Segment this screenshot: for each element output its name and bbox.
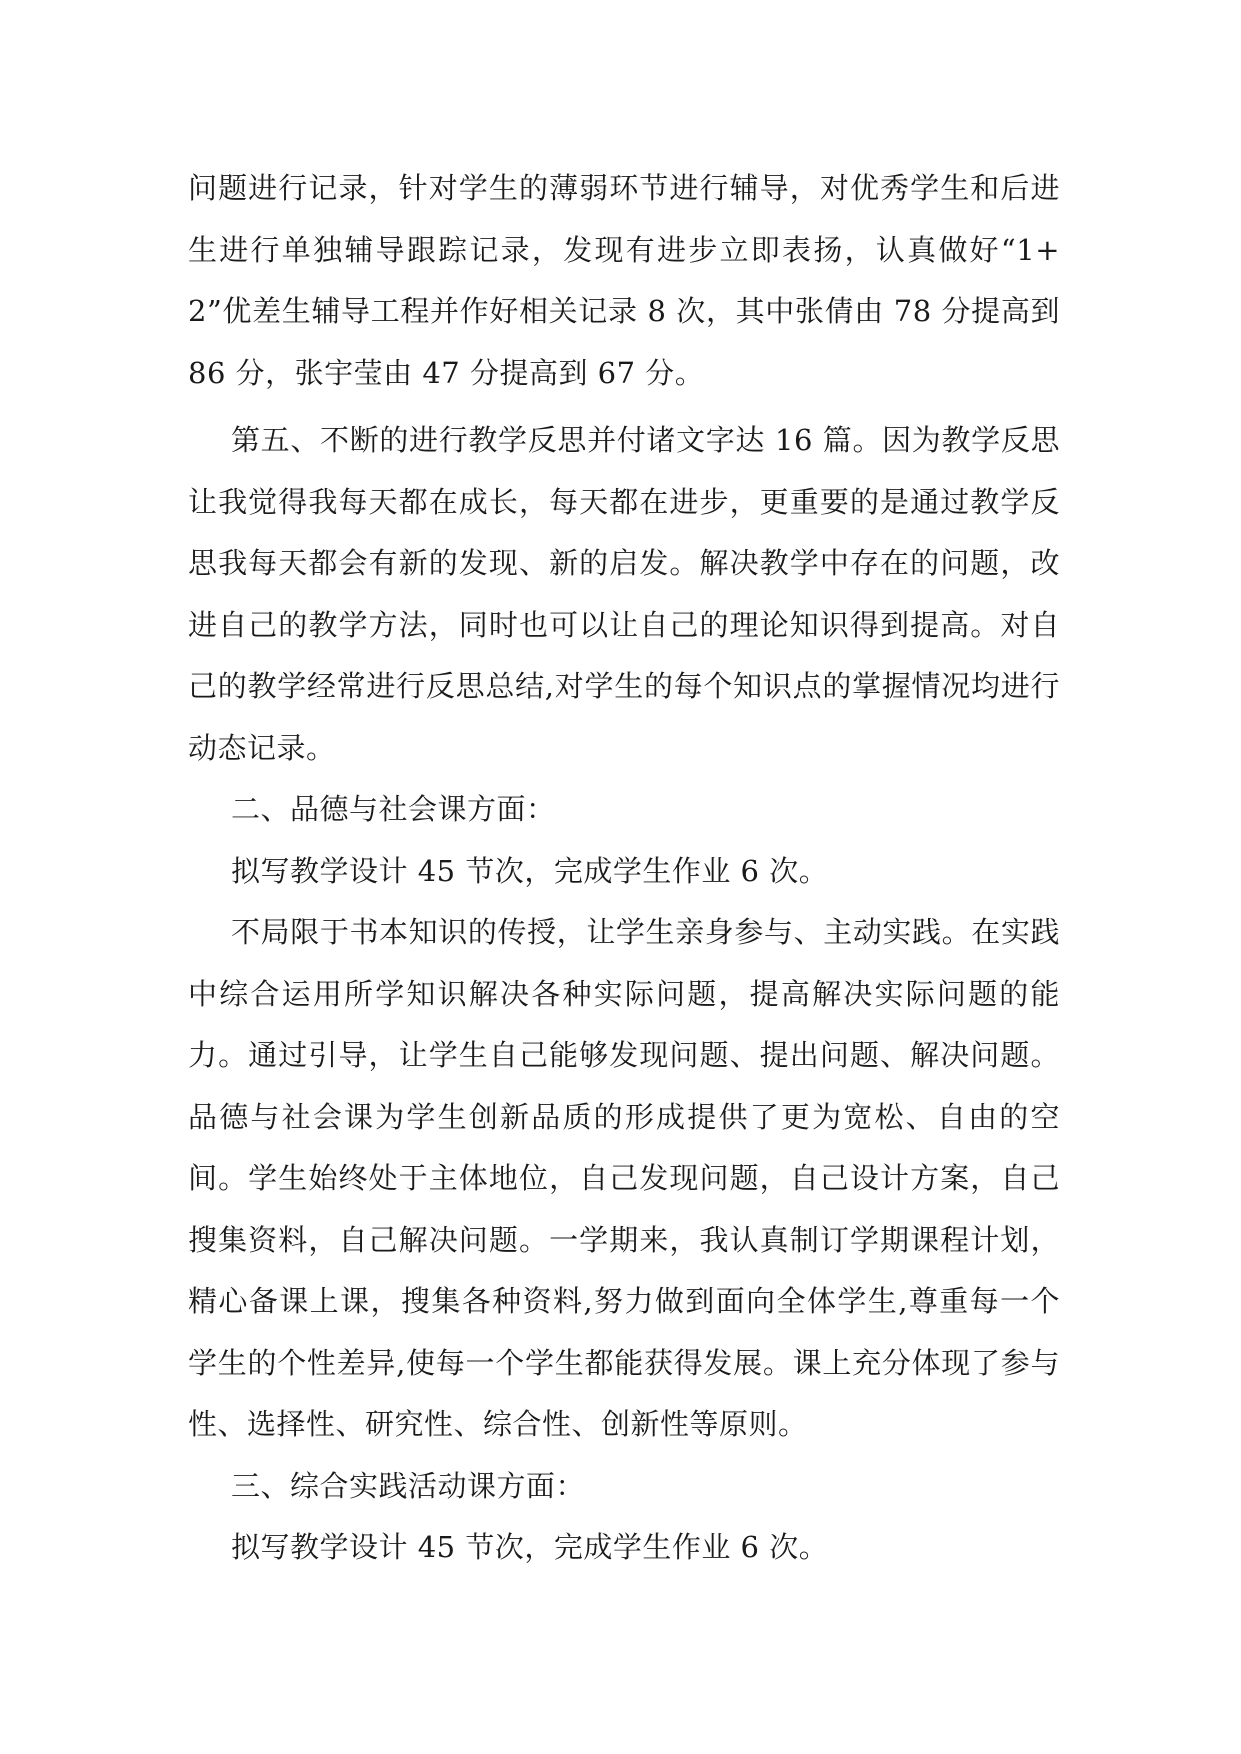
paragraph-practice-stats: 拟写教学设计 45 节次，完成学生作业 6 次。 — [231, 1530, 829, 1564]
section-heading-practice: 三、综合实践活动课方面： — [231, 1468, 586, 1503]
document-page — [188, 158, 1060, 1579]
paragraph-continued: 问题进行记录，针对学生的薄弱环节进行辅导，对优秀学生和后进生进行单独辅导跟踪记录，发现有进步立即表扬，认真做好“1+2”优差生辅导工程并作好相关记录 8 次，其中张倩由 78 分提高到 86 分，张宇莹由 47 分提高到 67 分。 — [188, 171, 1060, 390]
paragraph-moral-society-stats: 拟写教学设计 45 节次，完成学生作业 6 次。 — [231, 853, 829, 888]
paragraph-reflection: 第五、不断的进行教学反思并付诸文字达 16 篇。因为教学反思让我觉得我每天都在成长，每天都在进步，更重要的是通过教学反思我每天都会有新的发现、新的启发。解决教学中存在的问题，改进自己的教学方法，同时也可以让自己的理论知识得到提高。对自己的教学经常进行反思总结,对学生的每个知识点的掌握情况均进行动态记录。 — [188, 423, 1060, 765]
section-heading-moral-society: 二、品德与社会课方面： — [231, 792, 556, 826]
paragraph-moral-society-body: 不局限于书本知识的传授，让学生亲身参与、主动实践。在实践中综合运用所学知识解决各种实际问题，提高解决实际问题的能力。通过引导，让学生自己能够发现问题、提出问题、解决问题。品德与社会课为学生创新品质的形成提供了更为宽松、自由的空间。学生始终处于主体地位，自己发现问题，自己设计方案，自己搜集资料，自己解决问题。一学期来，我认真制订学期课程计划，精心备课上课，搜集各种资料,努力做到面向全体学生,尊重每一个学生的个性差异,使每一个学生都能获得发展。课上充分体现了参与性、选择性、研究性、综合性、创新性等原则。 — [188, 915, 1060, 1441]
